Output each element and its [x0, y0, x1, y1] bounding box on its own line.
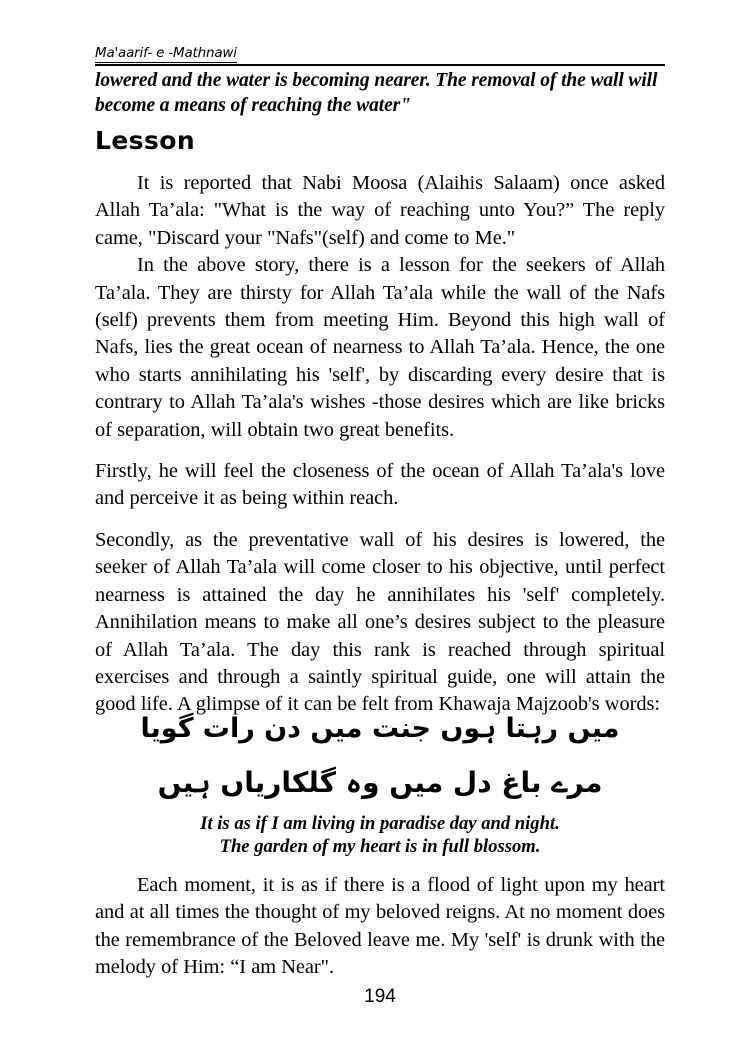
- couplet-translation-line-1: It is as if I am living in paradise day and night.: [200, 813, 560, 834]
- closing-text-block: [95, 872, 665, 982]
- body-paragraph: Firstly, he will feel the closeness of the ocean of Allah Ta’ala's love and perceive it as being within reach.: [95, 460, 665, 510]
- running-header: [95, 44, 665, 66]
- body-paragraph: Secondly, as the preventative wall of his desires is lowered, the seeker of Allah Ta’ala will come closer to his objective, until perfect nearness is attained the day he annihilates his 'self' completely. Annihilation means to make all one’s desires subject to the pleasure of Allah Ta’ala. The day this rank is reached through spiritual exercises and through a saintly spiritual guide, one will attain the good life. A glimpse of it can be felt from Khawaja Majzoob's words:: [95, 528, 665, 716]
- couplet-translation-line-2: The garden of my heart is in full blossom.: [219, 836, 541, 857]
- closing-paragraph: Each moment, it is as if there is a flood of light upon my heart and at all times the thought of my beloved reigns. At no moment does the remembrance of the Beloved leave me. My 'self' is drunk with the melody of Him: “I am Near".: [95, 874, 665, 979]
- urdu-couplet-block: [95, 706, 665, 858]
- urdu-couplet-line-2: مرے باغ دل میں وہ گلکاریاں ہیں: [157, 766, 603, 799]
- urdu-couplet-line-1: میں رہتا ہوں جنت میں دن رات گویا: [140, 713, 620, 744]
- running-header-title: Ma'aarif- e -Mathnawi: [95, 45, 237, 61]
- body-paragraph: In the above story, there is a lesson for the seekers of Allah Ta’ala. They are thirsty for Allah Ta’ala while the wall of the Nafs (self) prevents them from meeting Him. Beyond this high wall of Nafs, lies the great ocean of nearness to Allah Ta’ala. Hence, the one who starts annihilating his 'self', by discarding every desire that is contrary to Allah Ta’ala's wishes -those desires which are like bricks of separation, will obtain two great benefits.: [95, 254, 665, 441]
- couplet-translation-block: [95, 812, 665, 858]
- header-horizontal-rule: [95, 64, 665, 66]
- section-heading-lesson: Lesson: [95, 126, 196, 155]
- quote-continuation-text: lowered and the water is becoming nearer. The removal of the wall will become a means of reaching the water": [95, 70, 658, 116]
- page-number: 194: [364, 986, 396, 1007]
- body-text-block: [95, 170, 665, 719]
- body-paragraph: It is reported that Nabi Moosa (Alaihis Salaam) once asked Allah Ta’ala: "What is the way of reaching unto You?” The reply came, "Discard your "Nafs"(self) and come to Me.": [95, 172, 665, 249]
